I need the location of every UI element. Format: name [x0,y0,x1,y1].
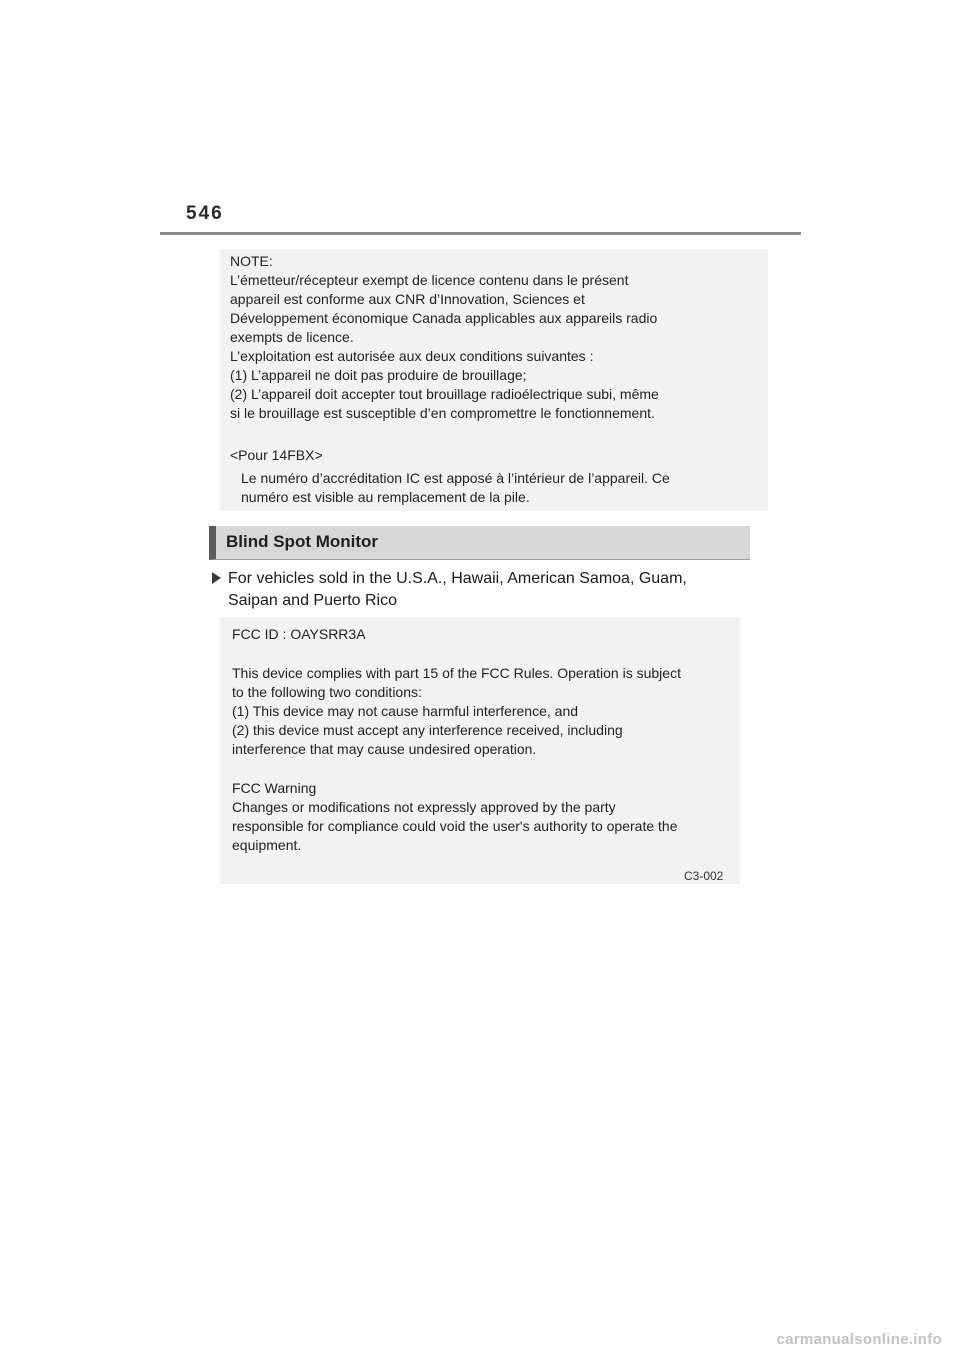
note-fr-line: NOTE: [230,253,273,269]
fcc-line: FCC ID : OAYSRR3A [232,626,366,642]
note-fr-line: Le numéro d’accréditation IC est apposé à l’intérieur de l’appareil. Ce [241,470,670,486]
fcc-label-image [220,617,740,884]
section-title: Blind Spot Monitor [226,532,379,551]
note-fr-line: L’émetteur/récepteur exempt de licence contenu dans le présent [230,272,629,288]
note-fr-line: L’exploitation est autorisée aux deux conditions suivantes : [230,348,594,364]
note-fr-line: <Pour 14FBX> [230,447,323,463]
fcc-line: (2) this device must accept any interference received, including [232,722,623,738]
fcc-line: responsible for compliance could void the user's authority to operate the [232,818,678,834]
fcc-line: FCC Warning [232,780,317,796]
watermark: carmanualsonline.info [776,1331,942,1348]
note-fr-line: (2) L’appareil doit accepter tout brouillage radioélectrique subi, même [230,386,659,402]
fcc-line: to the following two conditions: [232,684,422,700]
fcc-line: equipment. [232,837,302,853]
note-fr-line: exempts de licence. [230,329,354,345]
note-fr-line: numéro est visible au remplacement de la pile. [241,489,530,505]
triangle-bullet-icon [212,572,221,584]
note-fr-line: Développement économique Canada applicables aux appareils radio [230,310,658,326]
note-fr-line: (1) L’appareil ne doit pas produire de brouillage; [230,367,527,383]
label-code: C3-002 [684,869,724,883]
header-divider [160,232,801,235]
note-fr-line: appareil est conforme aux CNR d’Innovation, Sciences et [230,291,585,307]
section-header [209,526,750,560]
note-fr-label-image [220,249,768,511]
fcc-line: interference that may cause undesired operation. [232,741,537,757]
note-fr-line: si le brouillage est susceptible d’en compromettre le fonctionnement. [230,405,655,421]
fcc-line: (1) This device may not cause harmful interference, and [232,703,579,719]
fcc-line: This device complies with part 15 of the FCC Rules. Operation is subject [232,665,681,681]
fcc-line: Changes or modifications not expressly approved by the party [232,799,616,815]
bullet-text: Saipan and Puerto Rico [228,592,397,609]
page-number: 546 [186,203,224,224]
bullet-text: For vehicles sold in the U.S.A., Hawaii, American Samoa, Guam, [228,570,687,587]
